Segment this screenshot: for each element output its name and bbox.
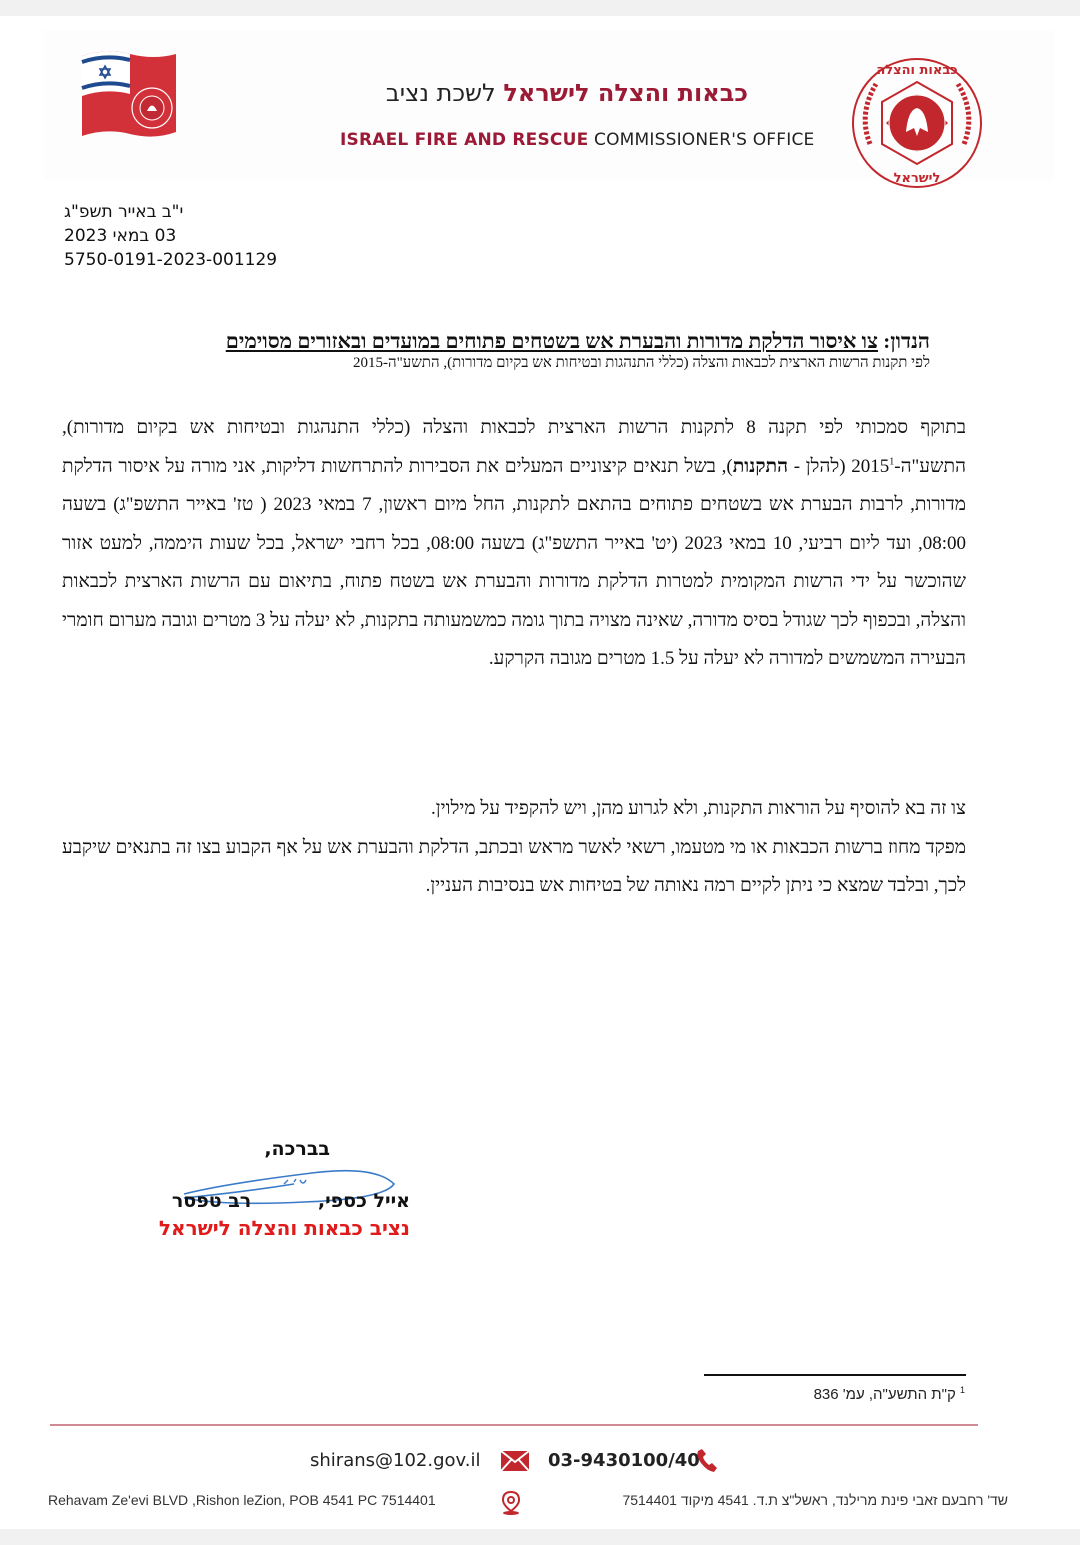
fire-rescue-emblem-logo — [848, 54, 986, 192]
footer-divider — [50, 1424, 978, 1426]
subject — [30, 328, 930, 372]
gregorian-date: 03 במאי 2023 — [64, 226, 177, 246]
signer-role: נציב כבאות והצלה לישראל — [158, 1216, 410, 1240]
subject-subtitle: לפי תקנות הרשות הארצית לכבאות והצלה (כללי התנהגות ובטיחות אש בקיום מדורות), התשע"ה-2015 — [352, 355, 930, 371]
phone-icon — [695, 1448, 719, 1474]
body-line-amendment: צו זה בא להוסיף על הוראות התקנות, ולא לגרוע מהן, ויש להקפיד על מילוין. — [431, 798, 966, 819]
date-block — [64, 200, 277, 272]
footer-address — [0, 1490, 1080, 1514]
mail-icon — [500, 1450, 530, 1472]
signer-name: אייל כספי, רב טפסר — [171, 1190, 410, 1212]
footnote-divider — [704, 1374, 966, 1376]
footer-email[interactable]: shirans@102.gov.il — [310, 1450, 481, 1471]
body-paragraph-2 — [62, 790, 966, 906]
footer-contact — [0, 1448, 1080, 1478]
body-line-exception: מפקד מחוז ברשות הכבאות או מי מטעמו, רשאי לאשר מראש ובכתב, הדלקת והבערת אש על אף הקבוע בצו זה בתנאים שיקבע לכך, ובלבד שמצא כי ניתן לקיים רמה נאותה של בטיחות אש בנסיבות העניין. — [62, 836, 966, 896]
fire-rescue-flag-logo — [78, 48, 178, 140]
body-paragraph-1: בתוקף סמכותי לפי תקנה 8 לתקנות הרשות הארצית לכבאות והצלה (כללי התנהגות ובטיחות אש בקיום מדורות), התשע"ה-2015$^1$ (להלן - התקנות), בשל תנאים קיצוניים המעלים את הסבירות להתרחשות דליקות, אני מורה על איסור הדלקת מדורות, לרבות הבערת אש בשטחים פתוחים בהתאם לתקנות, החל מיום ראשון, 7 במאי 2023 ( טז' באייר התשפ"ג) בשעה 08:00, ועד ליום רביעי, 10 במאי 2023 (יט' באייר התשפ"ג) בשעה 08:00, בכל רחבי ישראל, בכל שעות היממה, למעט אזור שהוכשר על ידי הרשות המקומית למטרות הדלקת מדורות והבערת אש בשטח פתוח, בתיאום עם הרשות הארצית לכבאות והצלה, ובכפוף לכך שגודל בסיס מדורה, שאינה מצויה בתוך גומה כמשמעותה בתקנות, לא יעלה על 3 מטרים וגובה מערום חומרי הבעירה המשמשים למדורה לא יעלה על 1.5 מטרים מגובה הקרקע. — [62, 417, 967, 669]
signer-rank: רב טפסר — [171, 1190, 252, 1212]
footer-phone[interactable]: 03-9430100/40 — [548, 1450, 700, 1471]
footnote-ref[interactable]: 1 — [889, 456, 895, 468]
subject-line — [30, 328, 930, 354]
header-title-english: ISRAEL FIRE AND RESCUE COMMISSIONER'S OFFICE — [340, 130, 815, 150]
svg-text:לישראל: לישראל — [893, 171, 941, 186]
signature-greeting: בברכה, — [264, 1138, 330, 1160]
location-pin-icon — [500, 1490, 522, 1516]
hebrew-date: י"ב באייר תשפ"ג — [64, 202, 184, 222]
header-title-hebrew: כבאות והצלה לישראל לשכת נציב — [385, 79, 748, 107]
signature-block — [150, 1138, 420, 1248]
subject-title: צו איסור הדלקת מדורות והבערת אש בשטחים פתוחים במועדים ובאזורים מסוימים — [225, 329, 879, 353]
letterhead — [44, 30, 1054, 186]
footnote: $^1$ ק"ת התשע"ה, עמ' 836 — [813, 1385, 965, 1403]
address-hebrew: שד' רחבעם זאבי פינת מרילנד, ראשל"צ ת.ד. 4541 מיקוד 7514401 — [622, 1492, 1008, 1508]
svg-text:כבאות והצלה: כבאות והצלה — [876, 63, 958, 78]
address-english: Rehavam Ze'evi BLVD ,Rishon leZion, POB 4541 PC 7514401 — [48, 1492, 436, 1508]
letter-page — [0, 16, 1080, 1529]
subject-label: הנדון: — [883, 329, 930, 353]
reference-number: 5750-0191-2023-001129 — [64, 250, 278, 270]
